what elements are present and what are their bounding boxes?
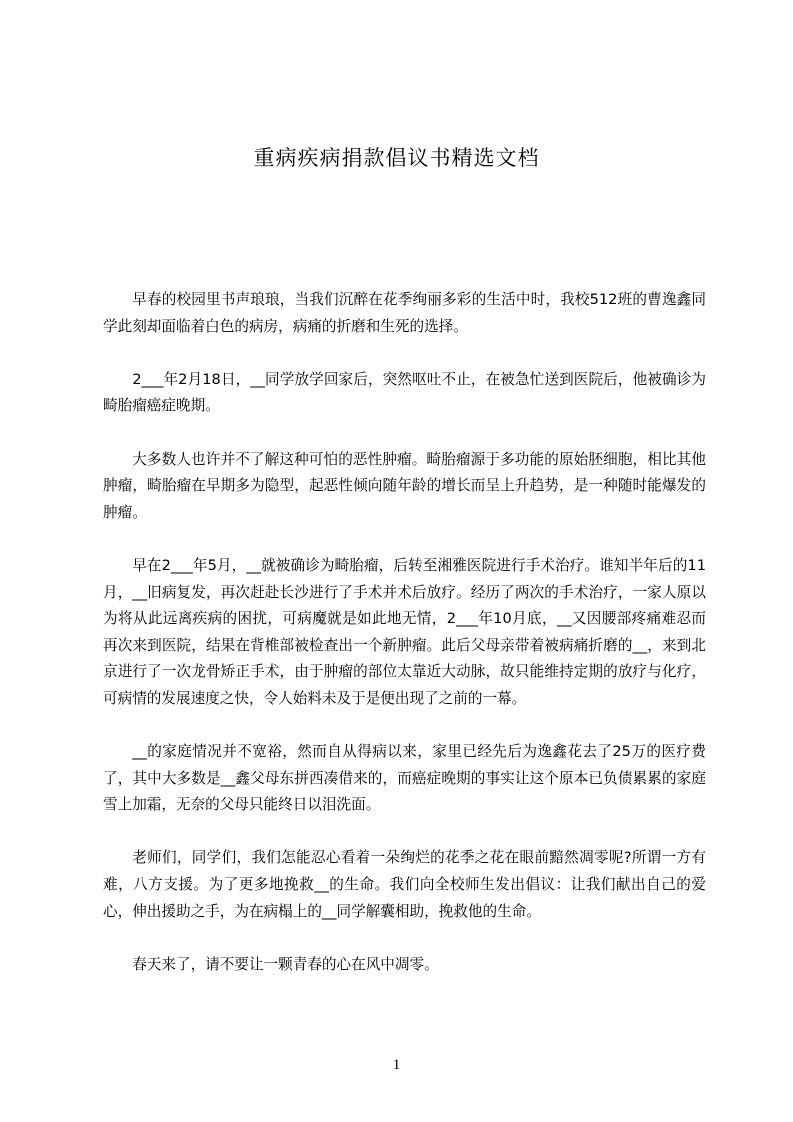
- document-title: 重病疾病捐款倡议书精选文档: [253, 146, 540, 170]
- document-body: [103, 287, 706, 978]
- paragraph-1: 早春的校园里书声琅琅，当我们沉醉在花季绚丽多彩的生活中时，我校512班的曹逸鑫同学此刻却面临着白色的病房，病痛的折磨和生死的选择。: [103, 291, 706, 335]
- paragraph-2: 2___年2月18日，__同学放学回家后，突然呕吐不止，在被急忙送到医院后，他被确诊为畸胎瘤癌症晚期。: [103, 370, 706, 415]
- paragraph-4: 早在2___年5月，__就被确诊为畸胎瘤，后转至湘雅医院进行手术治疗。谁知半年后的11月，__旧病复发，再次赶赴长沙进行了手术并术后放疗。经历了两次的手术治疗，一家人原以为将从此远离疾病的困扰，可病魔就是如此地无情，2___年10月底，__又因腰部疼痛难忍而再次来到医院，结果在背椎部被检查出一个新肿瘤。此后父母亲带着被病痛折磨的__，来到北京进行了一次龙骨矫正手术，由于肿瘤的部位太靠近大动脉，故只能维持定期的放疗与化疗，可病情的发展速度之快，令人始料未及于是便出现了之前的一幕。: [103, 556, 706, 707]
- paragraph-6: 老师们，同学们，我们怎能忍心看着一朵绚烂的花季之花在眼前黯然凋零呢?所谓一方有难，八方支援。为了更多地挽救__的生命。我们向全校师生发出倡议：让我们献出自己的爱心，伸出援助之手，为在病榻上的__同学解囊相助，挽救他的生命。: [103, 849, 706, 920]
- paragraph-5: __的家庭情况并不宽裕，然而自从得病以来，家里已经先后为逸鑫花去了25万的医疗费了，其中大多数是__鑫父母东拼西凑借来的，而癌症晚期的事实让这个原本已负债累累的家庭雪上加霜，无奈的父母只能终日以泪洗面。: [103, 743, 706, 814]
- page-number: 1: [392, 1057, 401, 1073]
- paragraph-3: 大多数人也许并不了解这种可怕的恶性肿瘤。畸胎瘤源于多功能的原始胚细胞，相比其他肿瘤，畸胎瘤在早期多为隐型，起恶性倾向随年龄的增长而呈上升趋势，是一种随时能爆发的肿瘤。: [103, 450, 706, 521]
- paragraph-7: 春天来了，请不要让一颗青春的心在风中凋零。: [132, 955, 439, 973]
